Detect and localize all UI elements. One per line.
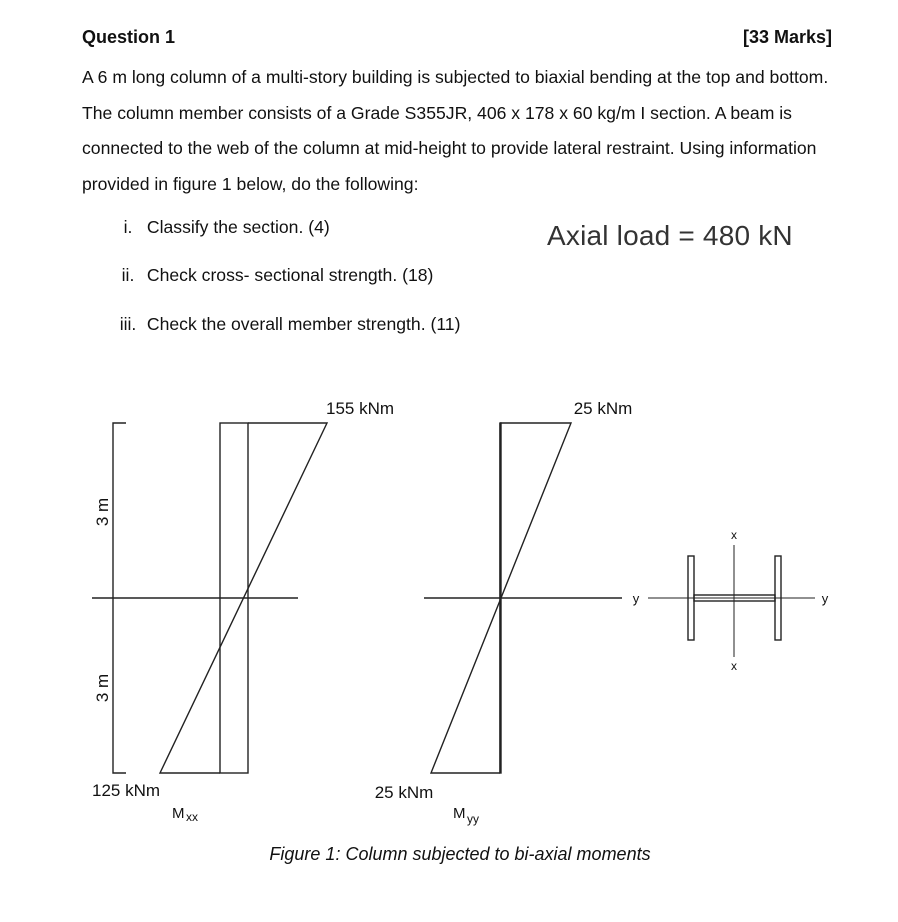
myy-top-label: 25 kNm: [573, 399, 633, 418]
question-title: Question 1: [82, 27, 176, 47]
myy-label-main: M: [453, 805, 466, 822]
task-number: i.: [123, 217, 133, 237]
task-item: [82, 264, 433, 286]
mxx-axis-label: [172, 805, 198, 824]
myy-axis-label: [453, 805, 479, 826]
moment-diagram-figure: [0, 380, 898, 840]
mxx-label-main: M: [172, 805, 185, 822]
mxx-label-sub: xx: [186, 810, 198, 824]
myy-bottom-label: 25 kNm: [374, 783, 434, 802]
mxx-top-label: 155 kNm: [325, 399, 395, 418]
figure-caption: Figure 1: Column subjected to bi-axial moments: [269, 844, 651, 864]
dimension-bottom-label: 3 m: [93, 673, 112, 703]
axis-y-right-label: y: [821, 591, 829, 606]
axis-y-left-label: y: [632, 591, 640, 606]
dimension-top-label: 3 m: [93, 497, 112, 527]
task-item: [82, 313, 460, 335]
task-number: iii.: [119, 314, 137, 334]
axis-x-bottom-label: x: [731, 659, 737, 673]
question-description: A 6 m long column of a multi-story building is subjected to biaxial bending at the top and bottom. The column member consists of a Grade S355JR, 406 x 178 x 60 kg/m I section. A beam is connected to the web of the column at mid-height to provide lateral restraint. Using information provided in figure 1 below, do the following:: [82, 67, 829, 194]
task-text: Check the overall member strength. (11): [146, 314, 461, 334]
i-section-icon: [648, 545, 815, 657]
task-text: Classify the section. (4): [146, 217, 330, 237]
question-marks: [33 Marks]: [742, 27, 832, 47]
axial-load-annotation: Axial load = 480 kN: [547, 220, 793, 251]
axis-x-top-label: x: [731, 528, 737, 542]
myy-label-sub: yy: [467, 812, 479, 826]
task-text: Check cross- sectional strength. (18): [146, 265, 434, 285]
task-item: [82, 216, 330, 238]
mxx-bottom-label: 125 kNm: [91, 781, 161, 800]
task-number: ii.: [121, 265, 135, 285]
